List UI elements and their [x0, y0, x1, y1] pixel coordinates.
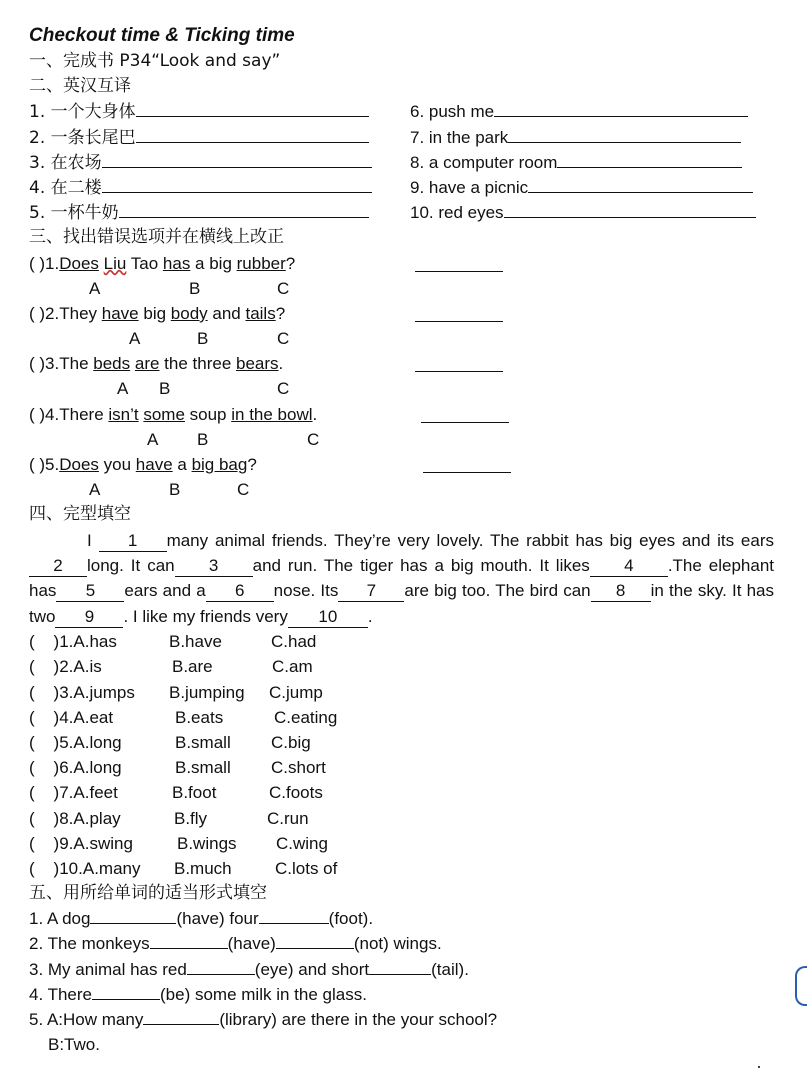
word-form-row: 2. The monkeys (have) (not) wings.	[29, 934, 442, 954]
underlined-option: Does	[59, 253, 99, 273]
choice-option-c[interactable]: C.lots of	[275, 858, 338, 878]
sentence-text: The	[59, 354, 94, 374]
choice-option-c[interactable]: C.wing	[276, 833, 328, 853]
answer-paren[interactable]: ( )	[29, 455, 46, 474]
option-letter: B	[197, 429, 209, 449]
answer-paren[interactable]: ( )	[29, 632, 60, 652]
error-correction-list	[29, 251, 774, 503]
word-form-row: 5. A:How many (library) are there in the your school?	[29, 1010, 498, 1029]
answer-blank[interactable]	[528, 176, 753, 193]
choice-row	[29, 831, 774, 856]
answer-blank[interactable]	[102, 151, 372, 168]
translation-item: 5. 一杯牛奶	[29, 203, 119, 224]
choice-option-c[interactable]: C.jump	[269, 682, 323, 702]
question-number: 5.	[59, 732, 74, 752]
cloze-blank-2[interactable]: 2	[29, 556, 87, 577]
answer-paren[interactable]: ( )	[29, 354, 46, 374]
answer-blank[interactable]	[119, 201, 369, 218]
option-letters-row	[29, 326, 774, 351]
choice-row	[29, 654, 774, 679]
error-question-row	[29, 402, 774, 427]
translation-item: 6. push me	[410, 102, 495, 122]
answer-blank[interactable]	[504, 201, 756, 218]
answer-paren[interactable]: ( )	[29, 303, 46, 323]
passage-text: in the sky. It has two	[29, 581, 775, 626]
answer-blank[interactable]	[369, 958, 431, 975]
option-letter: C	[237, 480, 250, 500]
answer-blank[interactable]	[136, 126, 369, 143]
side-tab-icon[interactable]	[795, 966, 807, 1006]
page-mark	[758, 1066, 760, 1068]
sentence-text: .	[312, 404, 318, 424]
choice-row	[29, 680, 774, 705]
choice-option-a[interactable]: A.play	[73, 808, 121, 828]
passage-text: . I like my friends very	[123, 606, 288, 626]
translation-list	[29, 99, 774, 225]
error-question-row	[29, 301, 774, 326]
translation-item: 9. have a picnic	[410, 177, 529, 197]
sentence-text: a	[172, 455, 192, 474]
choice-option-b[interactable]: B.foot	[172, 783, 217, 803]
answer-paren[interactable]: ( )	[29, 707, 60, 727]
passage-text: I	[87, 530, 92, 550]
translation-item: 7. in the park	[410, 127, 509, 147]
underlined-option: beds	[93, 354, 131, 374]
option-letters-row	[29, 376, 774, 401]
translation-row	[29, 175, 774, 200]
cloze-blank-1[interactable]: 1	[99, 531, 167, 552]
answer-blank[interactable]	[102, 176, 372, 193]
question-number: 4.	[45, 404, 60, 424]
correction-blank[interactable]	[421, 404, 509, 423]
choice-option-c[interactable]: C.foots	[269, 783, 323, 803]
underlined-option: some	[143, 404, 185, 424]
section-4-heading: 四、完型填空	[29, 504, 131, 525]
answer-blank[interactable]	[187, 958, 255, 975]
option-letter: B	[159, 379, 171, 399]
answer-paren[interactable]: ( )	[29, 732, 60, 752]
underlined-option: bears	[236, 354, 279, 374]
sentence-text: the three	[159, 354, 237, 374]
choice-option-a[interactable]: A.jumps	[73, 682, 135, 702]
question-number: 4.	[59, 707, 74, 727]
underlined-option: isn’t	[108, 404, 139, 424]
question-number: 9.	[59, 833, 74, 853]
underlined-option: tails	[245, 303, 276, 323]
passage-text: nose. Its	[273, 581, 339, 601]
cloze-blank-7[interactable]: 7	[338, 581, 404, 602]
choice-option-c[interactable]: C.big	[271, 732, 311, 752]
underlined-option: big bag	[191, 455, 248, 474]
option-letters-row	[29, 276, 774, 301]
translation-item: 4. 在二楼	[29, 177, 102, 198]
choice-option-b[interactable]: B.much	[174, 858, 232, 878]
sentence-text: ?	[247, 455, 257, 474]
option-letters-row	[29, 477, 774, 502]
worksheet-title: Checkout time & Ticking time	[29, 25, 295, 46]
answer-paren[interactable]: ( )	[29, 682, 60, 702]
answer-blank[interactable]	[90, 907, 176, 924]
passage-text: .	[367, 606, 373, 626]
word-form-row: 1. A dog (have) four (foot).	[29, 909, 374, 929]
sentence-text: They	[59, 303, 102, 323]
answer-paren[interactable]: ( )	[29, 253, 46, 273]
underlined-option: Liu	[103, 253, 127, 273]
underlined-option: rubber	[236, 253, 286, 273]
choice-option-c[interactable]: C.had	[271, 632, 317, 652]
underlined-option: are	[134, 354, 160, 374]
passage-text: ears and a	[124, 581, 206, 601]
answer-blank[interactable]	[92, 983, 160, 1000]
option-letter: A	[147, 429, 159, 449]
choice-row	[29, 806, 774, 831]
question-number: 1.	[45, 253, 60, 273]
answer-paren[interactable]: ( )	[29, 783, 60, 803]
choice-option-b[interactable]: B.eats	[175, 707, 224, 727]
choice-option-b[interactable]: B.have	[169, 632, 222, 652]
question-number: 7.	[59, 783, 74, 803]
section-5-heading: 五、用所给单词的适当形式填空	[29, 883, 267, 904]
option-letter: C	[277, 379, 290, 399]
translation-row	[29, 200, 774, 225]
error-question-row	[29, 351, 774, 376]
cloze-blank-5[interactable]: 5	[56, 581, 124, 602]
choice-option-b[interactable]: B.small	[175, 758, 231, 778]
choice-option-c[interactable]: C.run	[267, 808, 309, 828]
choice-row	[29, 730, 774, 755]
option-letter: A	[129, 329, 141, 349]
underlined-option: have	[101, 303, 139, 323]
question-number: 10.	[59, 858, 83, 878]
choice-row	[29, 856, 774, 881]
answer-blank[interactable]	[143, 1008, 219, 1025]
translation-item: 2. 一条长尾巴	[29, 127, 136, 148]
sentence-text: There	[59, 404, 109, 424]
question-number: 5.	[45, 455, 60, 474]
choice-option-b[interactable]: B.small	[175, 732, 231, 752]
section-1-heading: 一、完成书 P34“Look and say”	[29, 51, 281, 71]
option-letter: A	[89, 278, 101, 298]
translation-item: 1. 一个大身体	[29, 102, 136, 123]
sentence-text: Tao	[126, 253, 163, 273]
cloze-blank-10[interactable]: 10	[288, 607, 368, 628]
option-letter: A	[117, 379, 129, 399]
translation-row	[29, 99, 774, 124]
option-letter: B	[197, 329, 209, 349]
translation-item: 3. 在农场	[29, 152, 102, 173]
translation-row	[29, 125, 774, 150]
choice-option-a[interactable]: A.has	[73, 632, 117, 652]
question-number: 3.	[59, 682, 74, 702]
choice-option-a[interactable]: A.swing	[73, 833, 133, 853]
option-letter: C	[307, 429, 320, 449]
cloze-blank-8[interactable]: 8	[591, 581, 651, 602]
choice-option-a[interactable]: A.long	[73, 758, 122, 778]
answer-blank[interactable]	[508, 126, 741, 143]
sentence-text: ?	[275, 303, 286, 323]
option-letter: C	[277, 278, 290, 298]
answer-blank[interactable]	[259, 907, 329, 924]
passage-text: long. It can	[87, 555, 175, 575]
cloze-blank-4[interactable]: 4	[590, 556, 668, 577]
word-form-row: B:Two.	[48, 1035, 100, 1055]
choice-row	[29, 629, 774, 654]
choice-option-b[interactable]: B.fly	[174, 808, 208, 828]
choice-row	[29, 755, 774, 780]
passage-text: many animal friends. They’re very lovely. The rabbit has big eyes and its ears	[166, 530, 774, 550]
choice-option-a[interactable]: A.eat	[73, 707, 114, 727]
correction-blank[interactable]	[415, 303, 503, 322]
answer-paren[interactable]: ( )	[29, 833, 60, 853]
choice-row	[29, 780, 774, 805]
sentence-text: .	[278, 354, 284, 374]
section-2-heading: 二、英汉互译	[29, 76, 131, 97]
underlined-option: in the bowl	[231, 404, 313, 424]
correction-blank[interactable]	[415, 353, 503, 372]
cloze-blank-3[interactable]: 3	[175, 556, 253, 577]
question-number: 3.	[45, 354, 60, 374]
question-number: 8.	[59, 808, 74, 828]
option-letter: B	[189, 278, 201, 298]
answer-blank[interactable]	[494, 100, 748, 117]
word-form-list	[29, 906, 774, 1057]
answer-paren[interactable]: ( )	[29, 858, 60, 878]
worksheet	[29, 22, 774, 1057]
sentence-text: a big	[190, 253, 237, 273]
answer-paren[interactable]: ( )	[29, 404, 46, 424]
answer-paren[interactable]: ( )	[29, 808, 60, 828]
option-letter: C	[277, 329, 290, 349]
sentence-text: and	[207, 303, 246, 323]
sentence-text: soup	[184, 404, 232, 424]
option-letter: A	[89, 480, 101, 500]
question-number: 1.	[59, 632, 74, 652]
cloze-blank-9[interactable]: 9	[55, 607, 123, 628]
choice-option-c[interactable]: C.short	[271, 758, 326, 778]
answer-paren[interactable]: ( )	[29, 657, 60, 677]
passage-text: .The elephant has	[29, 555, 775, 601]
choice-option-a[interactable]: A.many	[82, 858, 141, 878]
underlined-option: have	[135, 455, 173, 474]
section-3-heading: 三、找出错误选项并在横线上改正	[29, 227, 284, 248]
correction-blank[interactable]	[415, 253, 503, 272]
word-form-row: 3. My animal has red (eye) and short (tail).	[29, 959, 469, 979]
choice-option-a[interactable]: A.long	[73, 732, 122, 752]
underlined-option: body	[170, 303, 208, 323]
choice-option-b[interactable]: B.jumping	[169, 682, 245, 702]
choice-option-c[interactable]: C.eating	[274, 707, 338, 727]
answer-blank[interactable]	[150, 932, 228, 949]
translation-row	[29, 150, 774, 175]
choice-option-c[interactable]: C.am	[272, 657, 313, 677]
question-number: 2.	[45, 303, 60, 323]
translation-item: 8. a computer room	[410, 152, 558, 172]
underlined-option: Does	[59, 455, 99, 474]
answer-blank[interactable]	[276, 932, 354, 949]
passage-text: are big too. The bird can	[404, 581, 591, 601]
error-question-row	[29, 251, 774, 276]
sentence-text: ?	[285, 253, 296, 273]
option-letters-row	[29, 427, 774, 452]
choice-option-b[interactable]: B.wings	[177, 833, 237, 853]
choice-list	[29, 629, 774, 881]
passage-text: and run. The tiger has a big mouth. It likes	[252, 555, 590, 575]
sentence-text: big	[138, 303, 171, 323]
translation-item: 10. red eyes	[410, 203, 504, 223]
sentence-text: you	[98, 455, 136, 474]
word-form-row: 4. There (be) some milk in the glass.	[29, 984, 367, 1004]
correction-blank[interactable]	[423, 454, 511, 473]
underlined-option: has	[162, 253, 191, 273]
answer-paren[interactable]: ( )	[29, 758, 60, 778]
question-number: 2.	[59, 657, 74, 677]
cloze-blank-6[interactable]: 6	[206, 581, 274, 602]
option-letter: B	[169, 480, 181, 500]
answer-blank[interactable]	[557, 151, 742, 168]
cloze-passage	[29, 528, 774, 630]
question-number: 6.	[59, 758, 74, 778]
choice-option-a[interactable]: A.is	[73, 657, 102, 677]
choice-option-a[interactable]: A.feet	[73, 783, 118, 803]
choice-option-b[interactable]: B.are	[172, 657, 213, 677]
answer-blank[interactable]	[136, 100, 369, 117]
error-question-row	[29, 452, 774, 477]
choice-row	[29, 705, 774, 730]
